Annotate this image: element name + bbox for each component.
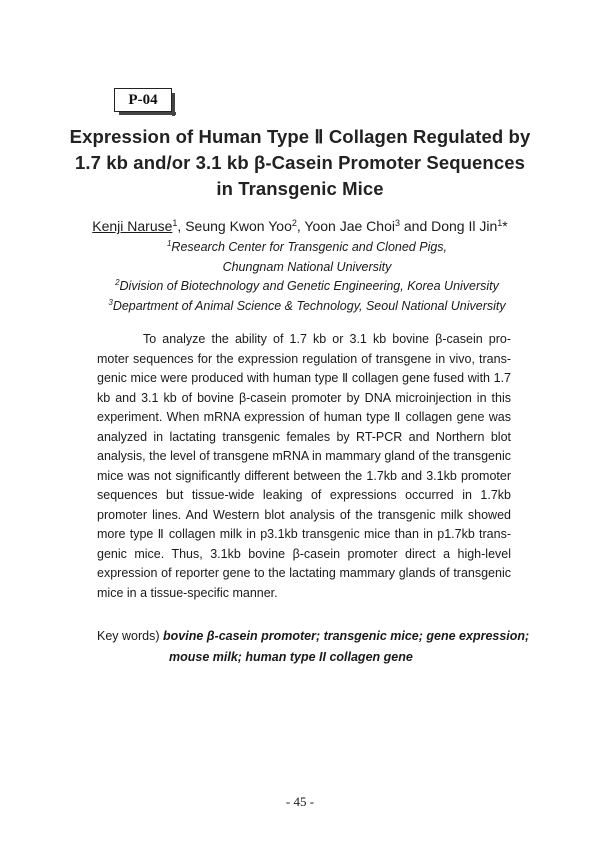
keywords-section xyxy=(97,626,537,668)
abstract-line: To analyze the ability of 1.7 kb or 3.1 kb bovine β-casein pro- xyxy=(143,332,511,346)
abstract-line: sequences but tissue-wide leaking of expressions occurred in 1.7kb xyxy=(97,488,511,502)
author-affiliation-sup: 1 xyxy=(172,218,178,228)
author-name: Dong Il Jin xyxy=(431,218,498,234)
author-name: Kenji Naruse xyxy=(92,218,173,234)
abstract-line: expression of reporter gene to the lactating mammary glands of transgenic xyxy=(97,566,511,580)
abstract-line: moter sequences for the expression regulation of transgene in vivo, trans- xyxy=(97,351,511,366)
abstract-line: promoter lines. And Western blot analysis of the transgenic milk showed xyxy=(97,507,511,522)
author-separator: , xyxy=(177,218,186,234)
author-separator: , xyxy=(296,218,305,234)
abstract-line: genic mice were produced with human type Ⅱ collagen gene fused with 1.7 xyxy=(97,371,511,385)
affiliation-1: $^1$Research Center for Transgenic and Cloned Pigs, xyxy=(166,239,448,254)
keywords-line-1 xyxy=(97,626,537,647)
poster-number: P-04 xyxy=(128,91,158,108)
abstract-line: experiment. When mRNA expression of human type Ⅱ collagen gene was xyxy=(97,410,511,424)
abstract-line: more type Ⅱ collagen milk in p3.1kb transgenic mice than in p1.7kb trans- xyxy=(97,527,511,541)
affiliation-list xyxy=(0,238,600,316)
author-conjunction: and xyxy=(399,218,432,234)
author-affiliation-sup: 2 xyxy=(291,218,297,228)
poster-number-box xyxy=(114,88,172,112)
paper-title xyxy=(30,124,570,202)
abstract-line: kb and 3.1 kb of bovine β-casein promoter by DNA microinjection in this xyxy=(97,390,511,405)
author-name: Yoon Jae Choi xyxy=(304,218,395,234)
keywords-label: Key words) xyxy=(97,629,160,643)
author-name: Seung Kwon Yoo xyxy=(185,218,292,234)
keywords-text: bovine β-casein promoter; transgenic mice; gene expression; xyxy=(163,629,530,643)
abstract-line: genic mice. Thus, 3.1kb bovine β-casein promoter direct a high-level xyxy=(97,546,511,561)
abstract-line: mice was not significantly different between the 1.7kb and 3.1kb promoter xyxy=(97,468,511,483)
author-affiliation-sup: 3 xyxy=(394,218,400,228)
abstract-line: analyzed in lactating transgenic females by RT-PCR and Northern blot xyxy=(97,429,511,444)
corresponding-author-mark: * xyxy=(502,218,508,234)
abstract-body xyxy=(97,330,511,603)
title-line-3: in Transgenic Mice xyxy=(216,178,384,199)
author-affiliation-sup: 1 xyxy=(497,218,503,228)
title-line-2: 1.7 kb and/or 3.1 kb β-Casein Promoter Sequences xyxy=(75,152,525,173)
affiliation-1-cont: Chungnam National University xyxy=(222,259,392,274)
affiliation-3: $^3$Department of Animal Science & Technology, Seoul National University xyxy=(108,297,506,313)
keywords-line-2: mouse milk; human type II collagen gene xyxy=(169,650,413,664)
page-number: - 45 - xyxy=(285,794,315,809)
abstract-line: analysis, the level of transgene mRNA in mammary gland of the transgenic xyxy=(97,449,511,463)
author-list xyxy=(0,217,600,235)
title-line-1: Expression of Human Type Ⅱ Collagen Regulated by xyxy=(69,126,531,147)
abstract-line: mice in a tissue-specific manner. xyxy=(97,585,278,600)
affiliation-2: $^2$Division of Biotechnology and Genetic Engineering, Korea University xyxy=(115,278,499,293)
